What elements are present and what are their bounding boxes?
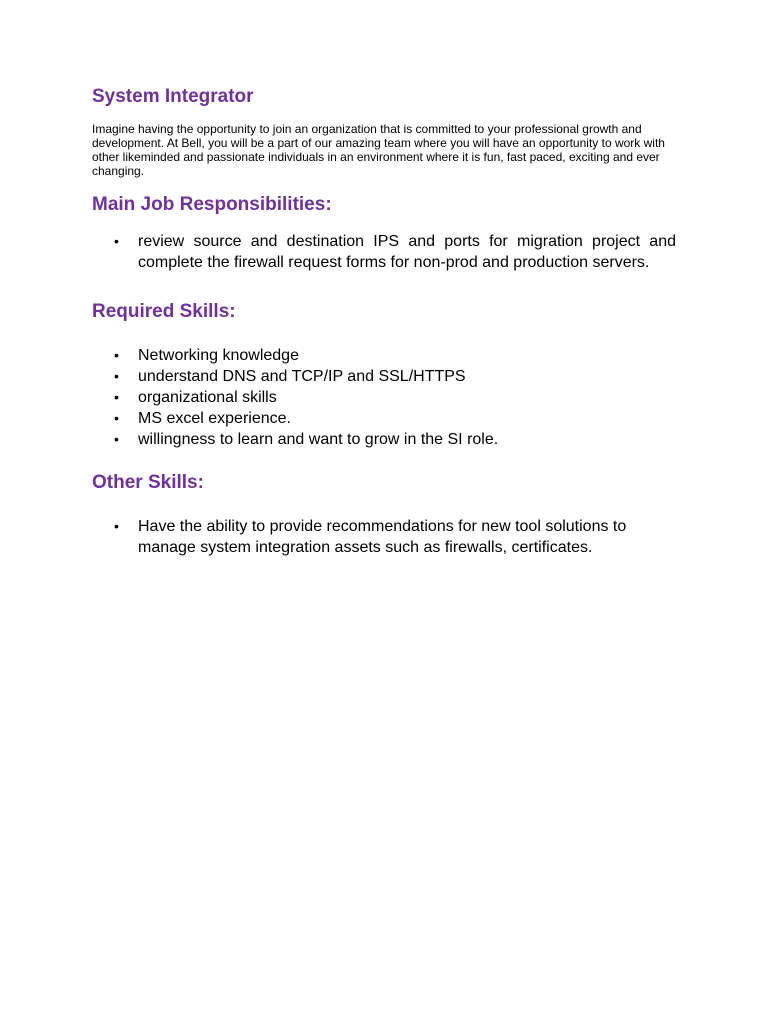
list-item-text: Have the ability to provide recommendations for new tool solutions to manage system integration assets such as firewalls, certificates. bbox=[138, 518, 627, 556]
responsibilities-list bbox=[92, 231, 676, 273]
list-item-text: organizational skills bbox=[138, 389, 277, 406]
document-title: System Integrator bbox=[92, 86, 254, 107]
list-item bbox=[92, 429, 676, 450]
bullet-icon: • bbox=[114, 518, 119, 534]
list-item-text: understand DNS and TCP/IP and SSL/HTTPS bbox=[138, 368, 466, 385]
intro-paragraph: Imagine having the opportunity to join an organization that is committed to your professional growth and development. At Bell, you will be a part of our amazing team where you will have an opportunity to work with other likeminded and passionate individuals in an environment where it is fun, fast paced, exciting and ever changing. bbox=[92, 122, 665, 178]
list-item bbox=[92, 345, 676, 366]
bullet-icon: • bbox=[114, 410, 119, 426]
other-skills-list bbox=[92, 516, 676, 558]
list-item-text: review source and destination IPS and ports for migration project and complete the firewall request forms for non-prod and production servers. bbox=[138, 233, 676, 271]
required-skills-heading: Required Skills: bbox=[92, 301, 236, 322]
list-item bbox=[92, 366, 676, 387]
bullet-icon: • bbox=[114, 347, 119, 363]
bullet-icon: • bbox=[114, 233, 119, 249]
bullet-icon: • bbox=[114, 431, 119, 447]
list-item-text: Networking knowledge bbox=[138, 347, 299, 364]
list-item-text: MS excel experience. bbox=[138, 410, 291, 427]
list-item-text: willingness to learn and want to grow in the SI role. bbox=[138, 431, 499, 448]
required-skills-list bbox=[92, 345, 676, 450]
responsibilities-heading: Main Job Responsibilities: bbox=[92, 194, 332, 215]
other-skills-heading: Other Skills: bbox=[92, 472, 204, 493]
list-item bbox=[92, 387, 676, 408]
list-item bbox=[92, 231, 676, 273]
bullet-icon: • bbox=[114, 389, 119, 405]
bullet-icon: • bbox=[114, 368, 119, 384]
list-item bbox=[92, 408, 676, 429]
list-item bbox=[92, 516, 676, 558]
